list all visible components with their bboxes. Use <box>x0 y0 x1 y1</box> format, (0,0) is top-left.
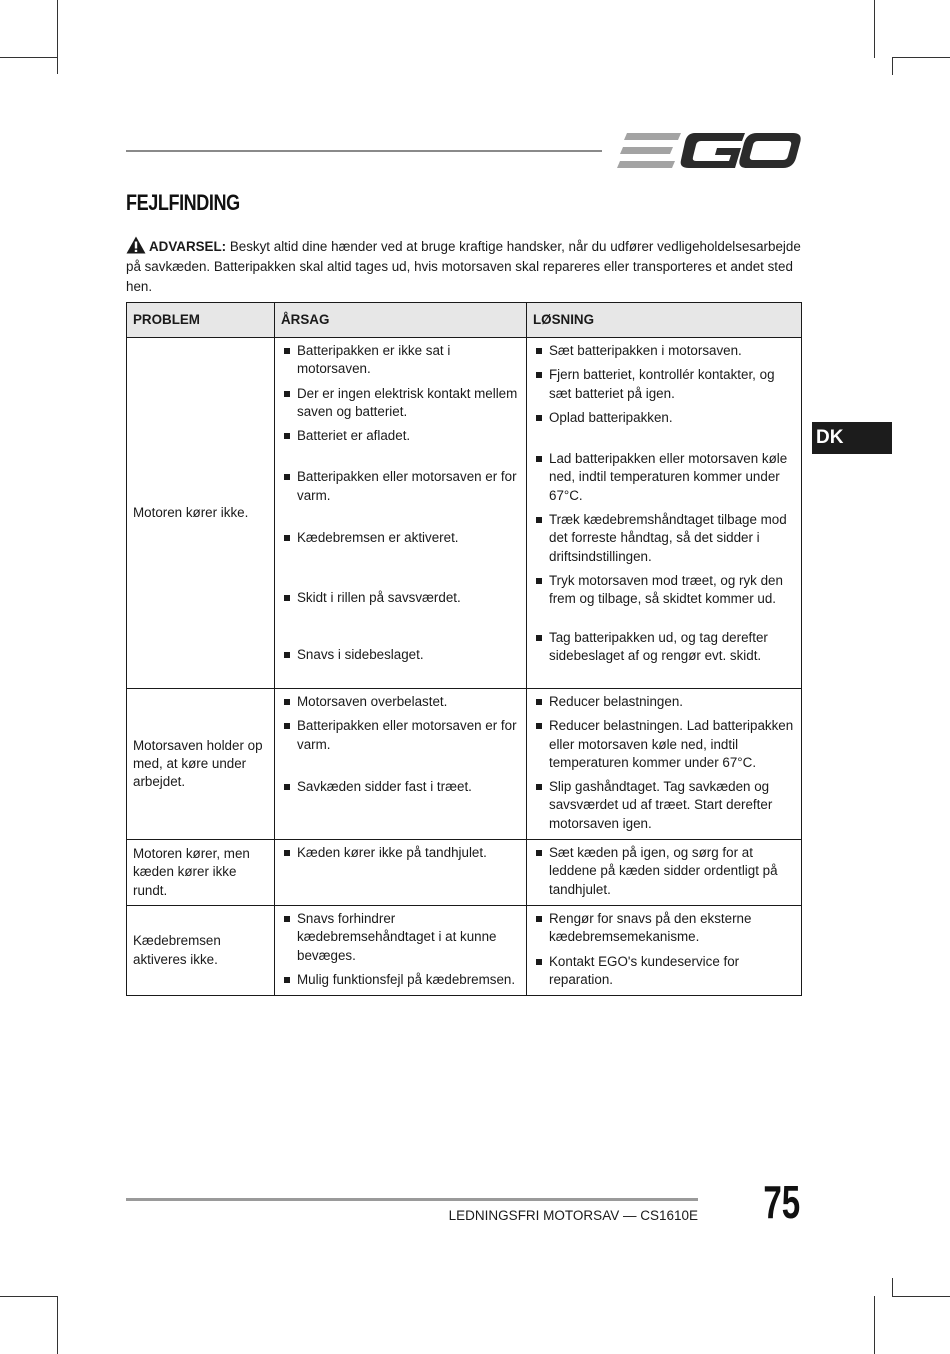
warning-text: Beskyt altid dine hænder ved at bruge kraftige handsker, når du udfører vedligeholdelsesarbejde på savkæden. Batteripakken skal altid tages ud, hvis motorsaven skal repareres eller transporteres et andet sted hen. <box>126 239 801 294</box>
crop-mark <box>57 0 58 74</box>
cause-entry: Batteriet er afladet. <box>279 427 522 445</box>
cause-entry: Batteripakken eller motorsaven er for varm. <box>279 468 522 505</box>
warning-triangle-icon <box>126 236 146 254</box>
cause-entry: Der er ingen elektrisk kontakt mellem saven og batteriet. <box>279 385 522 422</box>
footer-rule <box>126 1198 698 1201</box>
crop-mark <box>0 57 58 58</box>
cause-entry: Mulig funktionsfejl på kædebremsen. <box>279 971 522 989</box>
cause-cell <box>275 338 527 689</box>
cause-cell <box>275 688 527 839</box>
solution-entry: Reducer belastningen. <box>531 693 797 711</box>
crop-mark <box>892 1278 893 1296</box>
solution-entry: Reducer belastningen. Lad batteripakken eller motorsaven køle ned, indtil temperaturen kommer under 67°C. <box>531 717 797 772</box>
column-header-solution: LØSNING <box>527 303 802 338</box>
cause-entry: Kæden kører ikke på tandhjulet. <box>279 844 522 862</box>
table-row <box>127 338 802 689</box>
crop-mark <box>874 1296 875 1354</box>
cause-entry: Batteripakken er ikke sat i motorsaven. <box>279 342 522 379</box>
table-row <box>127 840 802 906</box>
solution-entry: Oplad batteripakken. <box>531 409 797 427</box>
language-tab: DK <box>812 422 892 454</box>
solution-entry: Lad batteripakken eller motorsaven køle ned, indtil temperaturen kommer under 67°C. <box>531 450 797 505</box>
crop-mark <box>892 57 950 58</box>
problem-cell: Motorsaven holder op med, at køre under arbejdet. <box>127 688 275 839</box>
page-title: FEJLFINDING <box>126 190 240 215</box>
problem-cell: Kædebremsen aktiveres ikke. <box>127 905 275 995</box>
solution-entry: Sæt batteripakken i motorsaven. <box>531 342 797 360</box>
solution-entry: Kontakt EGO's kundeservice for reparation. <box>531 953 797 990</box>
ego-logo <box>617 130 801 172</box>
page-number: 75 <box>763 1176 800 1228</box>
solution-cell <box>527 840 802 906</box>
crop-mark <box>892 57 893 75</box>
solution-cell <box>527 905 802 995</box>
table-row <box>127 905 802 995</box>
solution-cell <box>527 338 802 689</box>
problem-cell: Motoren kører ikke. <box>127 338 275 689</box>
solution-entry: Træk kædebremshåndtaget tilbage mod det forreste håndtag, så det sidder i driftsindstillingen. <box>531 511 797 566</box>
crop-mark <box>892 1296 950 1297</box>
troubleshooting-table <box>126 302 802 996</box>
cause-entry: Skidt i rillen på savsværdet. <box>279 589 522 607</box>
warning-paragraph <box>126 236 801 297</box>
cause-entry: Savkæden sidder fast i træet. <box>279 778 522 796</box>
header-rule <box>126 150 602 152</box>
column-header-problem: PROBLEM <box>127 303 275 338</box>
solution-entry: Tryk motorsaven mod træet, og ryk den frem og tilbage, så skidtet kommer ud. <box>531 572 797 609</box>
solution-entry: Fjern batteriet, kontrollér kontakter, og sæt batteriet på igen. <box>531 366 797 403</box>
cause-cell <box>275 840 527 906</box>
solution-entry: Sæt kæden på igen, og sørg for at leddene på kæden sidder ordentligt på tandhjulet. <box>531 844 797 899</box>
crop-mark <box>874 0 875 58</box>
cause-entry: Snavs i sidebeslaget. <box>279 646 522 664</box>
cause-entry: Kædebremsen er aktiveret. <box>279 529 522 547</box>
cause-entry: Snavs forhindrer kædebremsehåndtaget i at kunne bevæges. <box>279 910 522 965</box>
crop-mark <box>57 1296 58 1354</box>
table-header-row <box>127 303 802 338</box>
cause-entry: Batteripakken eller motorsaven er for varm. <box>279 717 522 754</box>
solution-entry: Rengør for snavs på den eksterne kædebremsemekanisme. <box>531 910 797 947</box>
table-row <box>127 688 802 839</box>
footer-product-name: LEDNINGSFRI MOTORSAV — CS1610E <box>448 1208 698 1223</box>
column-header-cause: ÅRSAG <box>275 303 527 338</box>
solution-entry: Tag batteripakken ud, og tag derefter sidebeslaget af og rengør evt. skidt. <box>531 629 797 666</box>
solution-cell <box>527 688 802 839</box>
cause-entry: Motorsaven overbelastet. <box>279 693 522 711</box>
cause-cell <box>275 905 527 995</box>
problem-cell: Motoren kører, men kæden kører ikke rundt. <box>127 840 275 906</box>
warning-label: ADVARSEL: <box>149 239 227 254</box>
solution-entry: Slip gashåndtaget. Tag savkæden og savsværdet ud af træet. Start derefter motorsaven igen. <box>531 778 797 833</box>
crop-mark <box>0 1296 58 1297</box>
